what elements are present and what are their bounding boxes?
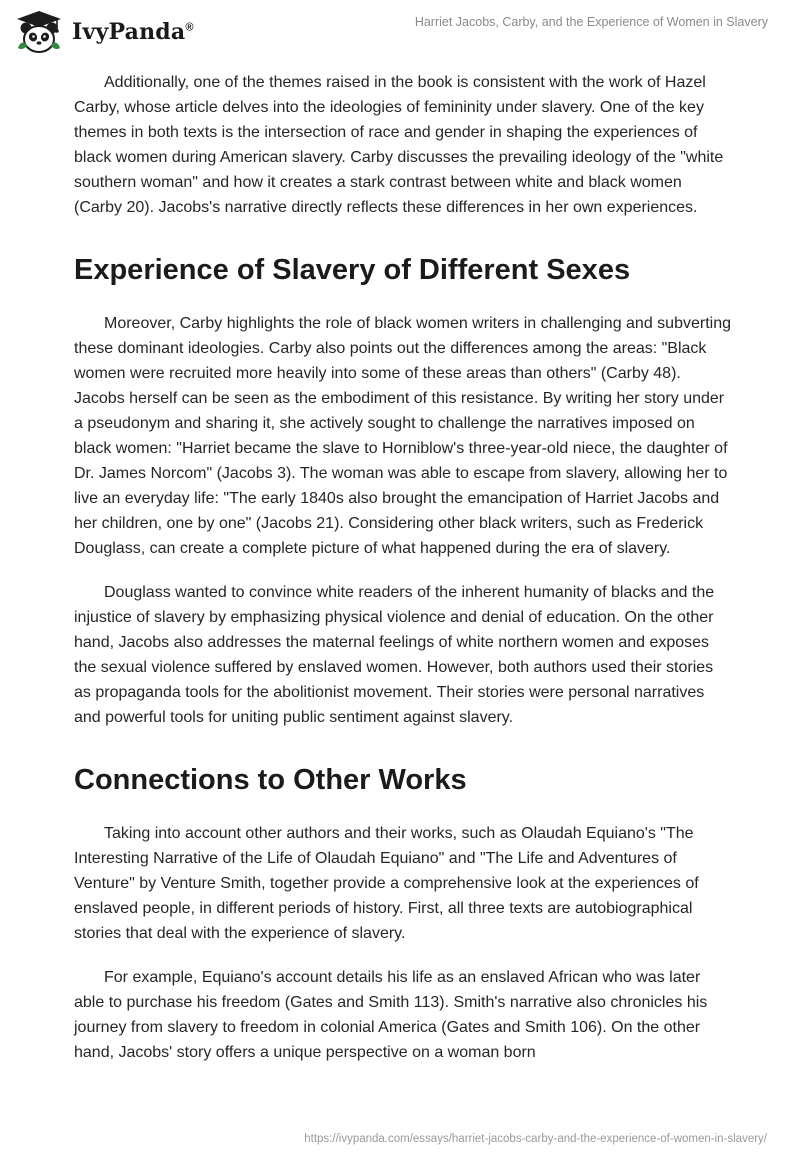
brand-text: IvyPanda: [72, 19, 186, 45]
source-url[interactable]: https://ivypanda.com/essays/harriet-jacobs-carby-and-the-experience-of-women-in-slavery/: [304, 1133, 767, 1145]
essay-body: [74, 70, 734, 1084]
paragraph-3: Douglass wanted to convince white readers of the inherent humanity of blacks and the injustice of slavery by emphasizing physical violence and denial of education. On the other hand, Jacobs also addresses the maternal feelings of white northern women and exposes the sexual violence suffered by enslaved women. However, both authors used their stories as propaganda tools for the abolitionist movement. Their stories were personal narratives and powerful tools for uniting public sentiment against slavery.: [74, 584, 715, 726]
document-title: Harriet Jacobs, Carby, and the Experience of Women in Slavery: [414, 15, 768, 29]
panda-graduate-icon: [14, 8, 64, 56]
paragraph-1: Additionally, one of the themes raised in the book is consistent with the work of Hazel Carby, whose article delves into the ideologies of femininity under slavery. One of the key themes in both texts is the intersection of race and gender in shaping the experiences of black women during American slavery. Carby discusses the prevailing ideology of the "white southern woman" and how it creates a stark contrast between white and black women (Carby 20). Jacobs's narrative directly reflects these differences in her own experiences.: [74, 74, 724, 216]
brand-name: [72, 19, 194, 45]
paragraph-4: Taking into account other authors and their works, such as Olaudah Equiano's "The Interesting Narrative of the Life of Olaudah Equiano" and "The Life and Adventures of Venture" by Venture Smith, together provide a comprehensive look at the experiences of enslaved people, in different periods of history. First, all three texts are autobiographical stories that deal with the experience of slavery.: [74, 825, 699, 942]
paragraph-5: For example, Equiano's account details his life as an enslaved African who was later able to purchase his freedom (Gates and Smith 113). Smith's narrative also chronicles his journey from slavery to freedom in colonial America (Gates and Smith 106). On the other hand, Jacobs' story offers a unique perspective on a woman born: [74, 969, 708, 1061]
brand-logo[interactable]: [14, 8, 194, 56]
heading-connections-to-other-works: Connections to Other Works: [74, 764, 467, 796]
paragraph-2: Moreover, Carby highlights the role of black women writers in challenging and subverting these dominant ideologies. Carby also points out the differences among the areas: "Black women were recruited more heavily into some of these areas than others" (Carby 48). Jacobs herself can be seen as the embodiment of this resistance. By writing her story under a pseudonym and sharing it, she actively sought to challenge the narratives imposed on black women: "Harriet became the slave to Horniblow's three-year-old niece, the daughter of Dr. James Norcom" (Jacobs 3). The woman was able to escape from slavery, allowing her to live an everyday life: "The early 1840s also brought the emancipation of Harriet Jacobs and her children, one by one" (Jacobs 21). Considering other black writers, such as Frederick Douglass, can create a complete picture of what happened during the era of slavery.: [74, 315, 731, 557]
page-header: [0, 0, 800, 64]
heading-experience-of-slavery: Experience of Slavery of Different Sexes: [74, 254, 631, 286]
registered-mark: ®: [185, 21, 194, 34]
